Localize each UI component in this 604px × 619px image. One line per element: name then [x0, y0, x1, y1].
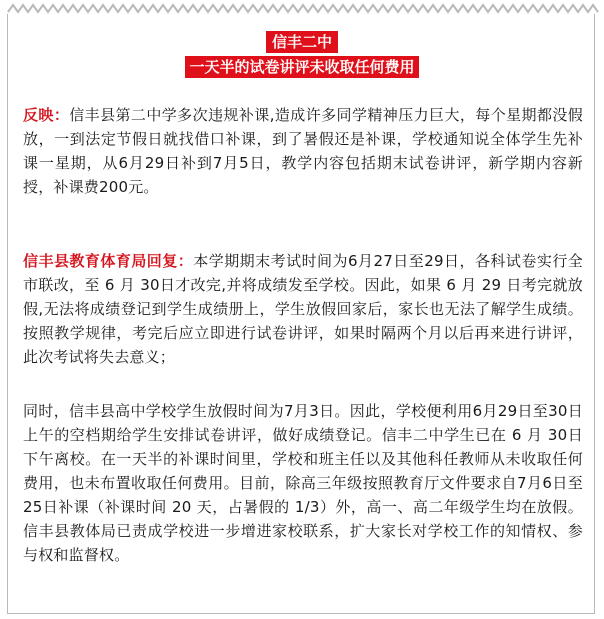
- complaint-lead: 反映：: [23, 106, 70, 124]
- complaint-paragraph: [23, 103, 583, 199]
- reply-lead: 信丰县教育体育局回复：: [23, 252, 194, 270]
- headline-subtitle-label: 一天半的试卷讲评未收取任何费用: [185, 56, 418, 78]
- headline-school-label: 信丰二中: [266, 31, 338, 53]
- headline-school: [0, 31, 604, 53]
- reply-continued-paragraph: [23, 399, 583, 567]
- reply-paragraph: [23, 249, 583, 369]
- reply-continued-text: 同时，信丰县高中学校学生放假时间为7月3日。因此，学校便利用6月29日至30日上午的空档期给学生安排试卷讲评，做好成绩登记。信丰二中学生已在 6 月 30日下午离校。在一天半的补课时间里，学校和班主任以及其他科任教师从未收取任何费用，也未布置收取任何费用。目前，除高三年级按照教育厅文件要求自7月6日至25日补课（补课时间 20 天，占暑假的 1/3）外，高一、高二年级学生均在放假。信丰县教体局已责成学校进一步增进家校联系，扩大家长对学校工作的知情权、参与权和监督权。: [23, 402, 583, 564]
- reply-text: 本学期期末考试时间为6月27日至29日，各科试卷实行全市联改，至 6 月 30日才改完,并将成绩发至学校。因此，如果 6 月 29 日考完就放假,无法将成绩登记到学生成绩册上，学生放假回家后，家长也无法了解学生成绩。按照教学规律，考完后应立即进行试卷讲评，如果时隔两个月以后再来进行讲评，此次考试将失去意义；: [23, 252, 584, 366]
- complaint-text: 信丰县第二中学多次违规补课,造成许多同学精神压力巨大，每个星期都没假放，一到法定节假日就找借口补课，到了暑假还是补课，学校通知说全体学生先补课一星期，从6月29日补到7月5日，教学内容包括期末试卷讲评，新学期内容新授，补课费200元。: [23, 106, 583, 196]
- headline-subtitle: [0, 56, 604, 78]
